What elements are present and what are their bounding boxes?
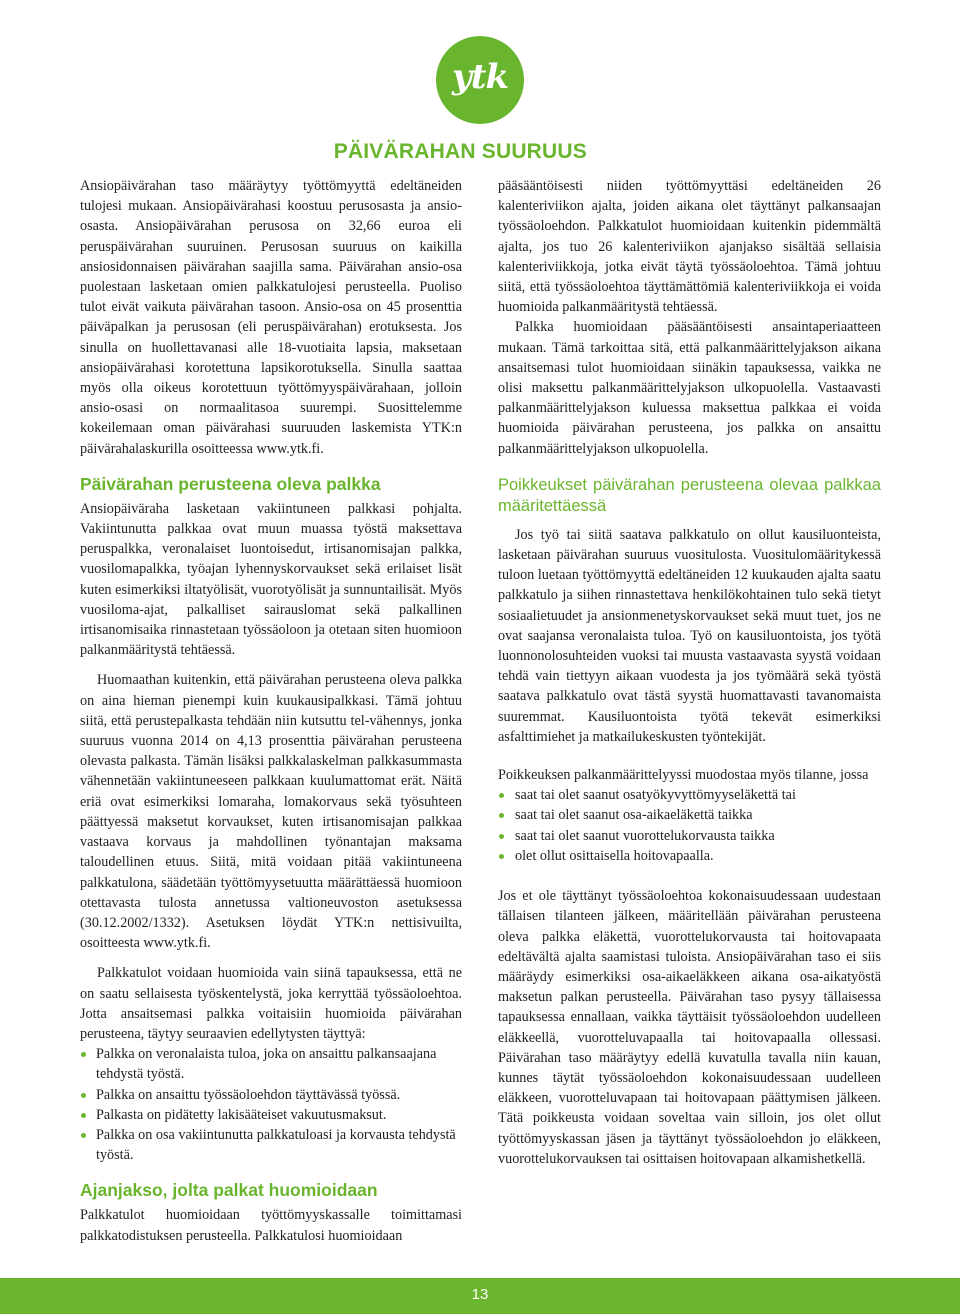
heading-exceptions: Poikkeukset päivärahan perusteena olevaa palkkaa määritettäessä (498, 475, 881, 515)
exception-intro-paragraph: Poikkeuksen palkanmäärittelyyssi muodostaa myös tilanne, jossa (498, 767, 869, 784)
logo-text: ytk (451, 57, 509, 97)
left-column (80, 176, 462, 1246)
list-item: Palkka on veronalaista tuloa, joka on ansaittu palkansaajana tehdystä työstä. (80, 1044, 462, 1084)
list-item: saat tai olet saanut osa-aikaeläkettä taikka (498, 805, 881, 825)
period-continued-paragraph: pääsääntöisesti niiden työttömyyttäsi edeltäneiden 26 kalenteriviikon ajalta, joiden aikana olet täyttänyt palkansaajan työssäoloehdon. Palkkatulot huomioidaan kuitenkin pidemmältä ajalta, jos tuo 26 kalenteriviikon ajanjakso sisältää sellaisia kalenteriviikkoja, jotka eivät täytä työssäoloehtoa. Tämä johtuu siitä, että työssäoloehtoa täyttämättömiä kalenteriviikkoja ei voida huomioida palkanmääritystä tehtäessä. (498, 178, 881, 316)
conditions-list (80, 1044, 462, 1165)
salary-basis-paragraph: Ansiopäiväraha lasketaan vakiintuneen palkkasi pohjalta. Vakiintunutta palkkaa ovat muun muassa työstä maksettava peruspalkka, veronalaiset luontoisedut, irtisanomisajan palkka, vuosilomapalkka, työajan lyhennyskorvaukset sekä erilaiset lisät kuten esimerkiksi iltatyölisät, vuorotyölisät ja sunnuntailisät. Myös vuosiloma-ajat, palkalliset sairauslomat sekä palkallinen irtisanomisaika rinnastetaan työssäoloon ja otetaan siten huomioon palkanmääritystä tehtäessä. (80, 500, 462, 659)
heading-salary-basis: Päivärahan perusteena oleva palkka (80, 473, 381, 494)
ytk-logo (436, 36, 524, 124)
period-paragraph: Palkkatulot huomioidaan työttömyyskassalle toimittamasi palkkatodistuksen perusteella. Palkkatulosi huomioidaan (80, 1207, 462, 1244)
exceptions-list (498, 785, 881, 866)
right-column (498, 176, 881, 1169)
list-item: Palkka on osa vakiintunutta palkkatuloasi ja korvausta tehdystä työstä. (80, 1125, 462, 1165)
page-number: 13 (471, 1286, 489, 1303)
list-item: Palkasta on pidätetty lakisääteiset vakuutusmaksut. (80, 1105, 462, 1125)
list-item: saat tai olet saanut vuorottelukorvausta taikka (498, 826, 881, 846)
salary-deduction-paragraph: Huomaathan kuitenkin, että päivärahan perusteena oleva palkka on aina hieman pienempi kuin kuukausipalkkasi. Tämä johtuu siitä, että perustepalkasta tehdään niin kutsuttu tel-vähennys, jonka suuruus vuonna 2014 on 4,13 prosenttia päivärahan perusteena olevasta palkasta. Tämän lisäksi palkkalaskelman palkkasummasta vähennetään vakiintuneeseen palkkaan kuulumattomat erät. Näitä eriä ovat esimerkiksi lomaraha, lomakorvaus sekä työsuhteen päättyessä maksetut korvaukset, kuten irtisanomisajan palkkaa vastaava korvaus ja mahdollinen työnantajan maksama taloudellinen etuus. Siitä, mitä voidaan pitää vakiintuneena palkkatulona, säädetään työttömyysetuutta määrättäessä huomioon otettavasta tulosta annetussa valtioneuvoston asetuksessa (30.12.2002/1332). Asetuksen löydät YTK:n nettisivuilta, osoitteesta www.ytk.fi. (80, 672, 462, 952)
heading-period: Ajanjakso, jolta palkat huomioidaan (80, 1180, 378, 1201)
page-title: PÄIVÄRAHAN SUURUUS (333, 140, 587, 163)
exception-rules-paragraph: Jos et ole täyttänyt työssäoloehtoa kokonaisuudessaan uudestaan tällaisen tilanteen jälkeen, määritellään päivärahan perusteena oleva palkka eläkettä, vuorottelukorvausta tai hoitovapaata edeltävältä ajalta saamistasi tuloista. Ansiopäivärahan taso ei siis määräydy esimerkiksi osa-aikaeläkkeen aikana osa-aikatyöstä maksetun palkan perusteella. Päivärahan taso pysyy tällaisessa tapauksessa ennallaan, vaikka täyttäisit työssäoloehdon uudelleen eläkkeellä, vuorotteluvapaalla tai hoitovapaalla ollessasi. Päivärahan taso määräytyy edellä kuvatulla tavalla niin kauan, kunnes täytät työssäoloehdon kokonaisuudessaan uudelleen eläkkeen, vuorotteluvapaan tai hoitovapaan päättymisen jälkeen. Tätä poikkeusta voidaan soveltaa vain silloin, jos olet ollut työttömyyskassan jäsen ja täyttänyt työssäoloehdon jo eläkkeen, vuorottelukorvauksen tai osittaisen hoitovapaan alkamishetkellä. (498, 888, 881, 1167)
list-item: Palkka on ansaittu työssäoloehdon täyttävässä työssä. (80, 1085, 462, 1105)
earning-principle-paragraph: Palkka huomioidaan pääsääntöisesti ansaintaperiaatteen mukaan. Tämä tarkoittaa sitä, että palkanmäärittelyjakson aikana ansaitsemasi tulot huomioidaan siinäkin tapauksessa, vaikka ne olisi maksettu palkanmäärittelyjakson ulkopuolella. Vastaavasti palkanmäärittelyjakson kuluessa maksettua palkkaa ei voida huomioida päivärahan perusteena, jos palkka on ansaittu palkanmäärittelyjakson ulkopuolella. (498, 319, 881, 457)
list-item: olet ollut osittaisella hoitovapaalla. (498, 846, 881, 866)
list-item: saat tai olet saanut osatyökyvyttömyyseläkettä tai (498, 785, 881, 805)
intro-paragraph: Ansiopäivärahan taso määräytyy työttömyyttä edeltäneiden tulojesi mukaan. Ansiopäivärahasi koostuu perusosasta ja ansio-osasta. Ansiopäivärahan perusosa on 32,66 euroa eli peruspäivärahan suuruinen. Perusosan suuruus on kaikilla ansiosidonnaisen päivärahan saajilla sama. Päivärahan ansio-osa puolestaan lasketaan omien palkkatulojesi perusteella. Puoliso tulot eivät vaikuta päivärahan tasoon. Ansio-osa on 45 prosenttia päiväpalkan ja perusosan (eli peruspäivärahan) erotuksesta. Jos sinulla on huollettavanasi alle 18-vuotiaita lapsia, maksetaan ansiopäivärahasi korotettuna lapsikorotuksella. Sinulla saattaa myös olla oikeus korotettuun työttömyyspäivärahaan, jolloin ansio-osasi on normaalitasoa suurempi. Suosittelemme kokeilemaan oman päivärahasi suuruuden laskemista YTK:n päivärahalaskurilla osoitteessa www.ytk.fi. (80, 178, 462, 457)
salary-conditions-paragraph: Palkkatulot voidaan huomioida vain siinä tapauksessa, että ne on saatu sellaisesta työskentelystä, joka kerryttää työssäoloehtoa. Jotta ansaitsemasi palkka voitaisiin huomioida päivärahan perusteena, täytyy seuraavien edellytysten täyttyä: (80, 965, 462, 1042)
seasonal-work-paragraph: Jos työ tai siitä saatava palkkatulo on ollut kausiluonteista, lasketaan päivärahan suuruus vuositulosta. Vuositulomääritykessä tuloon luetaan työttömyyttä edeltäneiden 12 kuukauden ajalta saatu palkkatulo ja siihen rinnastettava henkilökohtainen tulo sekä tietyt sosiaalietuudet ja ansionmenetyskorvaukset sekä muut tuet, jos ne ovat saajansa veronalaista tuloa. Työ on kausiluontoista, jos työtä luonnonolosuhteiden vuoksi tai muusta vastaavasta syystä voidaan tehdä vain tiettyyn aikaan vuodesta ja jos työmäärä sekä työstä saatava palkkatulo ovat tästä syystä huomattavasti tavanomaista suuremmat. Kausiluontoista työtä tekevät esimerkiksi asfalttimiehet ja matkailukeskusten työntekijät. (498, 526, 881, 745)
